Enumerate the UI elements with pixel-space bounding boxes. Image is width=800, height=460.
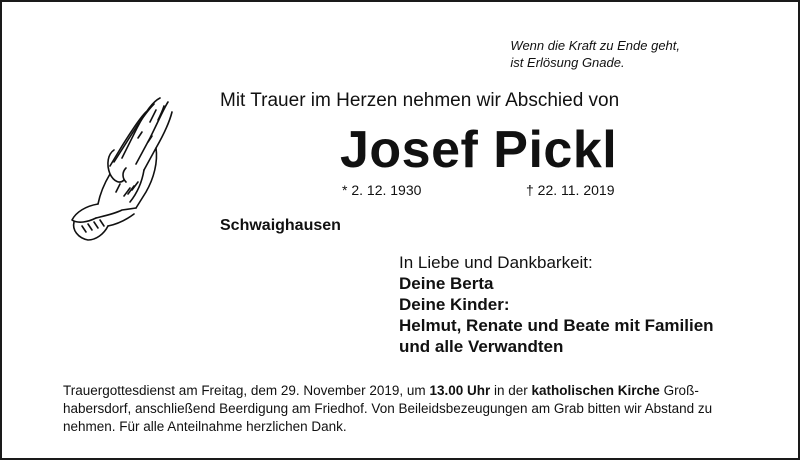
service-church: katholischen Kirche [531,383,660,398]
motto-line-1: Wenn die Kraft zu Ende geht, [510,38,680,53]
motto [510,37,680,71]
deceased-name: Josef Pickl [340,121,618,179]
mourner-line: Helmut, Renate und Beate mit Familien [399,316,714,335]
mourner-line: und alle Verwandten [399,337,564,356]
praying-hands-icon [64,92,182,244]
mourner-line: Deine Berta [399,274,494,293]
death-date: † 22. 11. 2019 [526,182,615,198]
service-time: 13.00 Uhr [429,383,491,398]
mourners-block [399,252,714,357]
service-text-2: in der [490,383,532,398]
birth-date: * 2. 12. 1930 [342,182,422,198]
service-text-3: Groß-habersdorf, anschließend Beerdigung am Friedhof. Von Beileidsbezeugungen am Grab bitten wir Abstand zu nehmen. Für alle Anteilnahme herzlichen Dank. [63,383,713,434]
hometown: Schwaighausen [220,217,341,234]
service-text-1: Trauergottesdienst am Freitag, dem 29. November 2019, um [63,383,430,398]
intro-text: Mit Trauer im Herzen nehmen wir Abschied von [220,90,620,111]
funeral-service-info [63,382,739,436]
mourner-line: Deine Kinder: [399,295,510,314]
motto-line-2: ist Erlösung Gnade. [510,55,625,70]
thanks-line: In Liebe und Dankbarkeit: [399,253,593,272]
